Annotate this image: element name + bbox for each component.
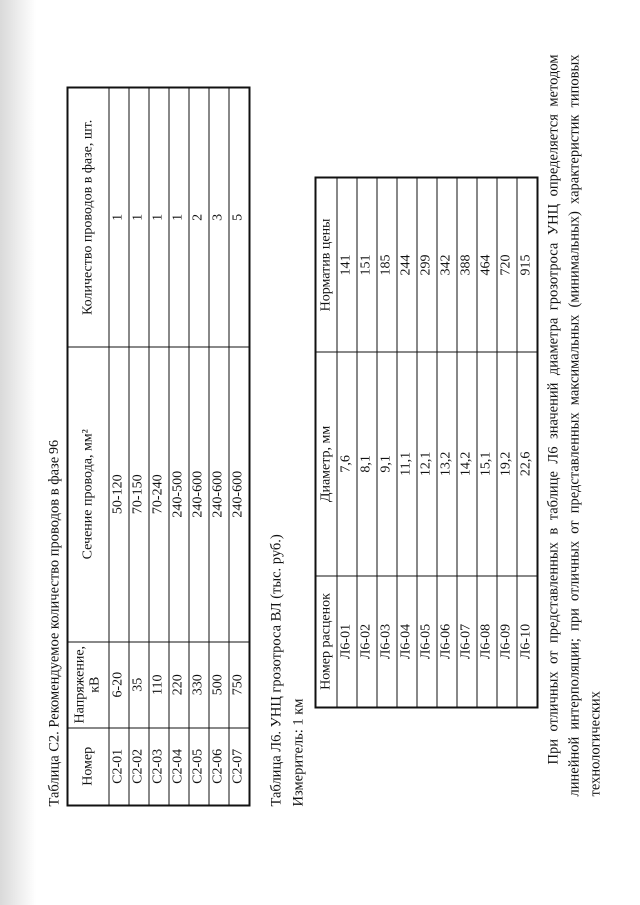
table-l6-cell: 388	[457, 178, 477, 352]
table-c2-header-cell: Количество проводов в фазе, шт.	[68, 88, 110, 347]
table-l6-row	[377, 178, 397, 708]
table-l6-row	[437, 178, 457, 708]
table-l6-cell: 12,1	[417, 352, 437, 576]
table-c2-cell: С2-03	[149, 728, 169, 806]
table-l6-cell: Л6-05	[417, 576, 437, 708]
table-c2-cell: 330	[189, 642, 209, 728]
table-l6-row	[357, 178, 377, 708]
table-c2-cell: 1	[169, 88, 189, 347]
table-c2-header-cell: Сечение провода, мм²	[68, 347, 110, 642]
table-l6-cell: Л6-04	[397, 576, 417, 708]
table-c2-cell: 110	[149, 642, 169, 728]
table-l6-header-cell: Номер расценок	[316, 576, 338, 708]
table-c2-cell: 1	[109, 88, 129, 347]
table-l6-cell: 185	[377, 178, 397, 352]
table-l6-header-cell: Норматив цены	[316, 178, 338, 352]
table-l6-cell: 299	[417, 178, 437, 352]
table-l6-cell: 9,1	[377, 352, 397, 576]
table-c2-cell: 2	[189, 88, 209, 347]
table-l6-cell: Л6-01	[337, 576, 357, 708]
table-c2-header-cell: Номер	[68, 728, 110, 806]
table-c2-cell: 5	[229, 88, 250, 347]
table-l6-cell: 14,2	[457, 352, 477, 576]
table-c2-cell: 220	[169, 642, 189, 728]
table-l6-caption: Таблица Л6. УНЦ грозотроса ВЛ (тыс. руб.)	[268, 534, 285, 807]
table-l6-cell: 141	[337, 178, 357, 352]
table-l6-cell: Л6-06	[437, 576, 457, 708]
table-l6-cell: Л6-03	[377, 576, 397, 708]
table-l6-row	[337, 178, 357, 708]
table-l6-cell: 244	[397, 178, 417, 352]
table-l6-cell: Л6-09	[497, 576, 517, 708]
table-l6-cell: 342	[437, 178, 457, 352]
table-l6-row	[457, 178, 477, 708]
table-c2-cell: 1	[149, 88, 169, 347]
table-c2-cell: 1	[129, 88, 149, 347]
table-c2-cell: 70-240	[149, 347, 169, 642]
table-l6-cell: Л6-07	[457, 576, 477, 708]
table-l6-cell: 720	[497, 178, 517, 352]
table-l6-row	[517, 178, 538, 708]
table-c2-cell: 240-600	[209, 347, 229, 642]
table-l6-cell: Л6-08	[477, 576, 497, 708]
table-l6-cell: 8,1	[357, 352, 377, 576]
table-c2-cell: С2-04	[169, 728, 189, 806]
table-l6-cell: 7,6	[337, 352, 357, 576]
table-c2-cell: С2-02	[129, 728, 149, 806]
table-c2-caption: Таблица С2. Рекомендуемое количество проводов в фазе	[46, 456, 63, 807]
table-c2-row	[169, 88, 189, 806]
table-c2-cell: 70-150	[129, 347, 149, 642]
table-l6-meter: Измеритель: 1 км	[290, 698, 307, 807]
table-c2-cell: С2-05	[189, 728, 209, 806]
table-c2-cell: 3	[209, 88, 229, 347]
table-c2-cell: 50-120	[109, 347, 129, 642]
table-l6-cell: 915	[517, 178, 538, 352]
table-l6-cell: 15,1	[477, 352, 497, 576]
table-l6-row	[417, 178, 437, 708]
table-l6-cell: 19,2	[497, 352, 517, 576]
table-c2-cell: С2-01	[109, 728, 129, 806]
table-l6-cell: 13,2	[437, 352, 457, 576]
table-c2-cell: 750	[229, 642, 250, 728]
table-l6-row	[477, 178, 497, 708]
page-number: 96	[47, 440, 62, 454]
table-l6-cell: 11,1	[397, 352, 417, 576]
table-l6-header-cell: Диаметр, мм	[316, 352, 338, 576]
table-l6-cell: 464	[477, 178, 497, 352]
table-l6-cell: Л6-10	[517, 576, 538, 708]
paragraph-text: При отличных от представленных в таблице Л6 значений диаметра грозотроса УНЦ определяется методом линейной интерполяции; при отличных от представленных максимальных (минимальных) характеристик типовых технологических	[545, 54, 604, 797]
table-c2-row	[229, 88, 250, 806]
table-l6-cell: Л6-02	[357, 576, 377, 708]
table-c2-cell: 240-600	[189, 347, 209, 642]
table-c2-cell: С2-06	[209, 728, 229, 806]
table-c2	[67, 87, 251, 807]
table-l6-row	[397, 178, 417, 708]
table-c2-row	[129, 88, 149, 806]
rotated-page-content	[1, 0, 640, 905]
table-l6-row	[497, 178, 517, 708]
table-l6-cell: 22,6	[517, 352, 538, 576]
body-paragraph	[544, 55, 607, 797]
table-c2-row	[149, 88, 169, 806]
table-c2-cell: 35	[129, 642, 149, 728]
table-c2-row	[189, 88, 209, 806]
table-c2-cell: 500	[209, 642, 229, 728]
table-c2-row	[109, 88, 129, 806]
table-c2-row	[209, 88, 229, 806]
table-c2-cell: С2-07	[229, 728, 250, 806]
table-c2-header-cell: Напряжение, кВ	[68, 642, 110, 728]
table-c2-cell: 240-500	[169, 347, 189, 642]
table-c2-cell: 240-600	[229, 347, 250, 642]
table-l6-cell: 151	[357, 178, 377, 352]
table-l6	[315, 177, 539, 709]
table-c2-cell: 6-20	[109, 642, 129, 728]
